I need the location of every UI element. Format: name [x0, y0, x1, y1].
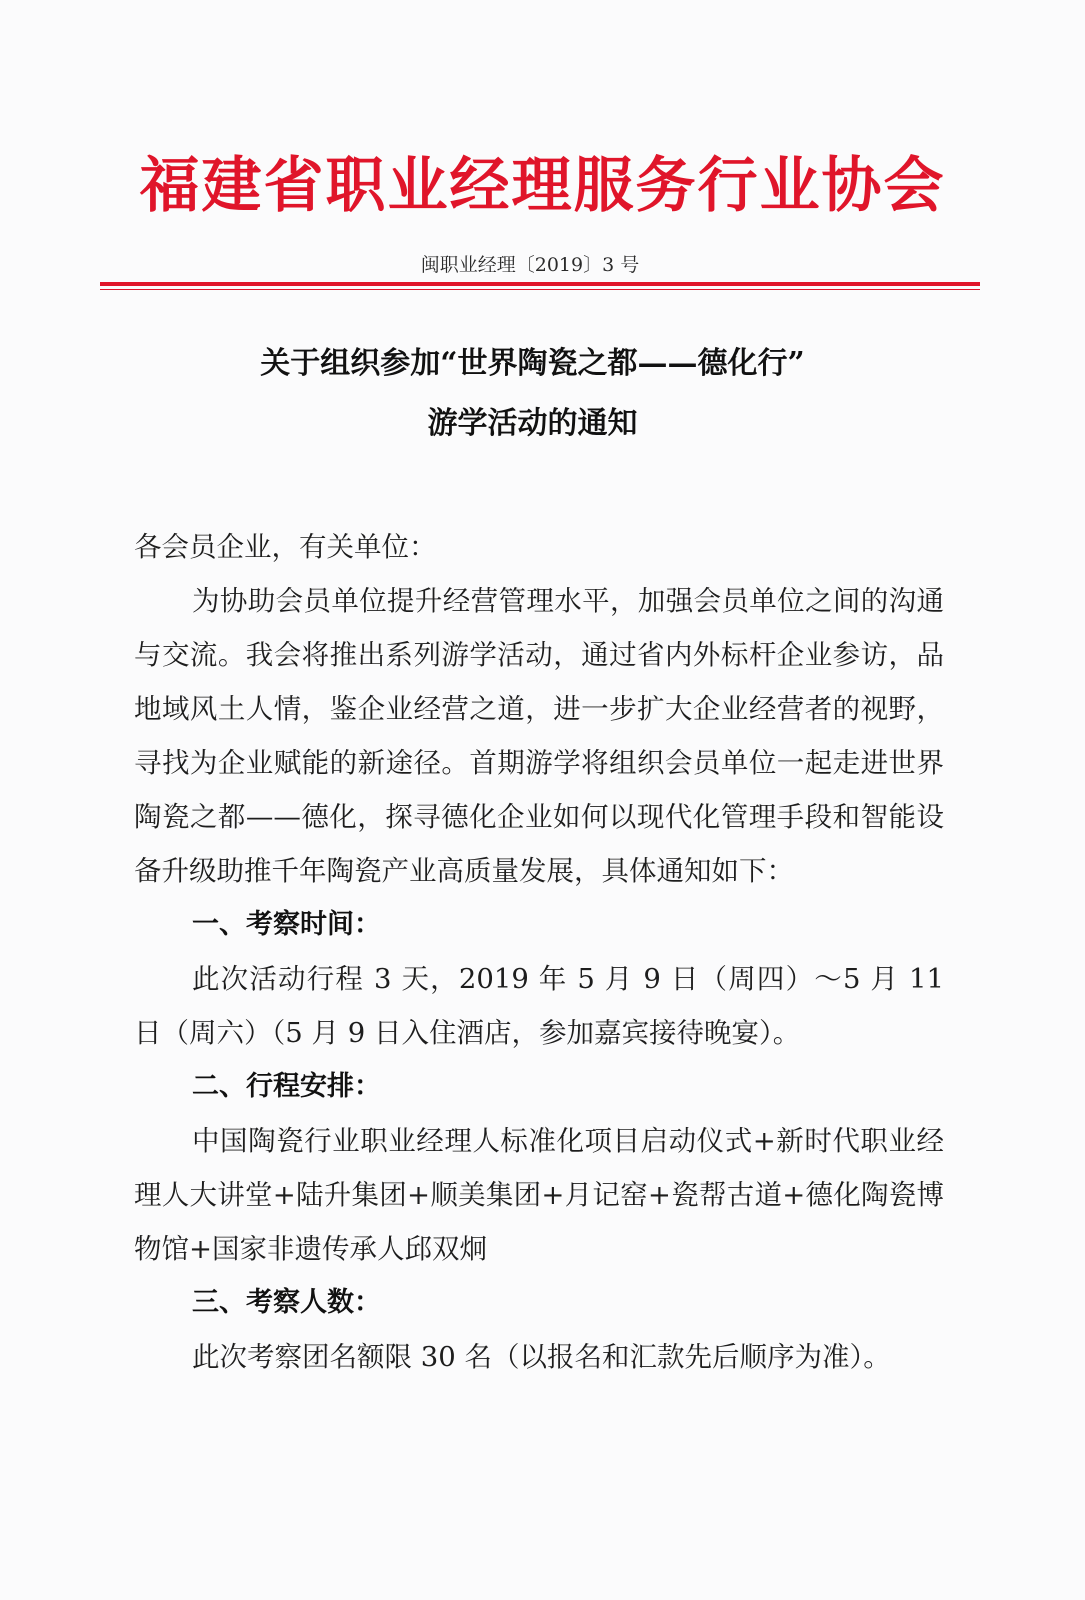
notice-title-line-1: 关于组织参加“世界陶瓷之都——德化行” [260, 346, 805, 381]
document-number: 闽职业经理〔2019〕3 号 [420, 254, 640, 276]
notice-body [134, 520, 944, 1384]
intro-paragraph: 为协助会员单位提升经营管理水平，加强会员单位之间的沟通与交流。我会将推出系列游学活动，通过省内外标杆企业参访，品地域风土人情，鉴企业经营之道，进一步扩大企业经营者的视野，寻找为企业赋能的新途径。首期游学将组织会员单位一起走进世界陶瓷之都——德化，探寻德化企业如何以现代化管理手段和智能设备升级助推千年陶瓷产业高质量发展，具体通知如下： [134, 585, 944, 887]
organization-letterhead: 福建省职业经理服务行业协会 [139, 151, 946, 221]
notice-title-line-2: 游学活动的通知 [427, 406, 638, 441]
section-heading-participants: 三、考察人数： [192, 1287, 381, 1318]
section-text-participants: 此次考察团名额限 30 名（以报名和汇款先后顺序为准）。 [192, 1341, 891, 1373]
section-heading-itinerary: 二、行程安排： [192, 1071, 381, 1102]
salutation: 各会员企业，有关单位： [134, 531, 437, 563]
section-text-itinerary: 中国陶瓷行业职业经理人标准化项目启动仪式+新时代职业经理人大讲堂+陆升集团+顺美集团+月记窑+瓷帮古道+德化陶瓷博物馆+国家非遗传承人邱双炯 [134, 1125, 944, 1265]
section-text-time: 此次活动行程 3 天，2019 年 5 月 9 日（周四）～5 月 11 日（周六）（5 月 9 日入住酒店，参加嘉宾接待晚宴）。 [134, 963, 944, 1049]
section-heading-time: 一、考察时间： [192, 909, 381, 940]
red-divider-line-thin [100, 289, 980, 290]
red-divider-line [100, 282, 980, 286]
